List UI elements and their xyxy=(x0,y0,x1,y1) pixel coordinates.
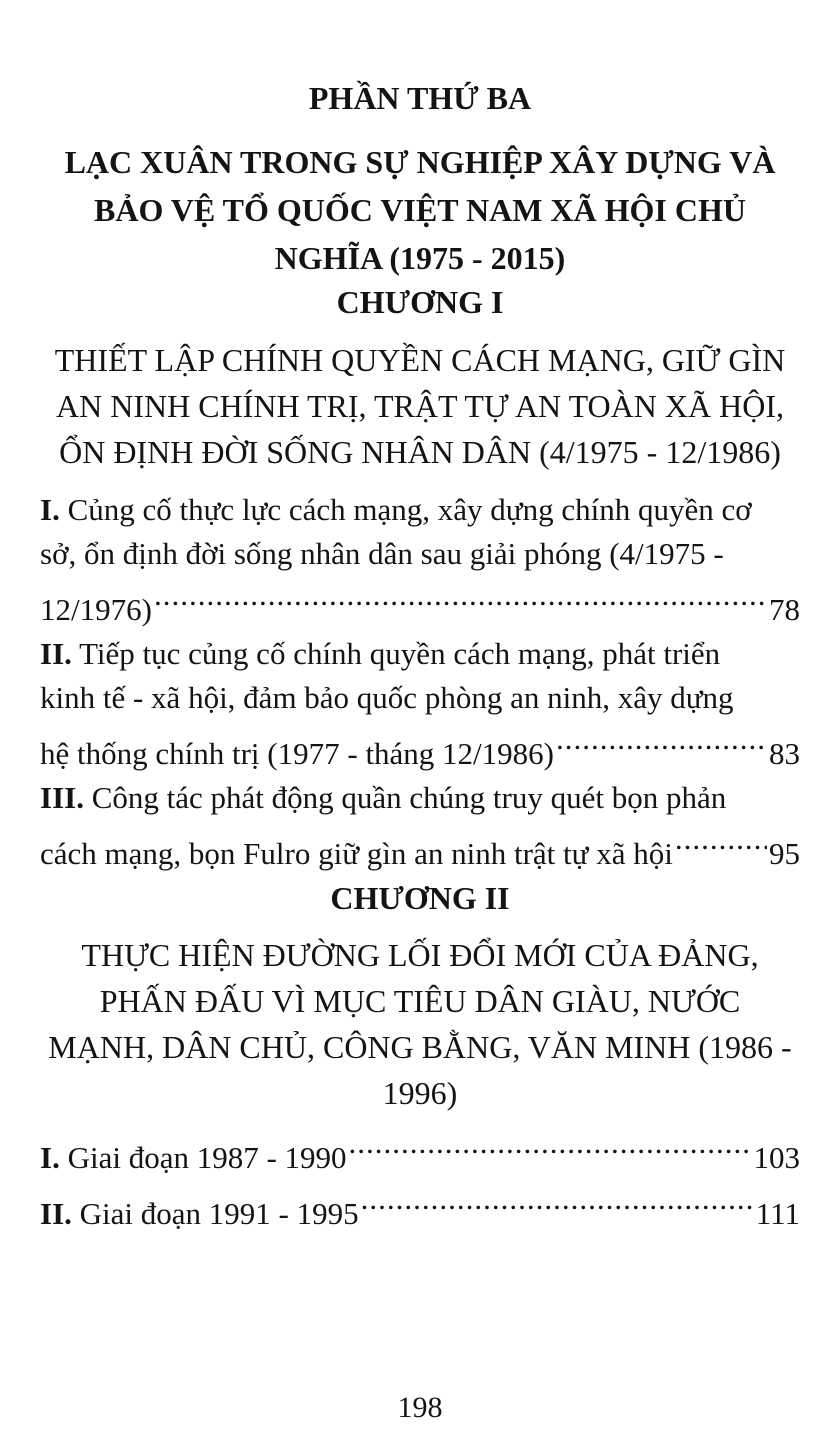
dot-leader xyxy=(349,1124,752,1168)
part-title: PHẦN THỨ BA xyxy=(308,80,532,116)
toc-entry[interactable] xyxy=(40,632,800,771)
chapter-desc-line: ỔN ĐỊNH ĐỜI SỐNG NHÂN DÂN (4/1975 - 12/1986) xyxy=(59,434,781,470)
toc-entry-text: Công tác phát động quần chúng truy quét bọn phản xyxy=(83,780,727,815)
toc-entry-number: III. xyxy=(40,780,84,815)
page-number: 198 xyxy=(397,1391,443,1424)
toc-page xyxy=(40,0,800,1450)
toc-entry-text: sở, ổn định đời sống nhân dân sau giải phóng (4/1975 - xyxy=(40,536,724,571)
chapter-2-description xyxy=(40,932,800,1116)
toc-page-number: 103 xyxy=(753,1140,800,1175)
toc-entry-text: 12/1976) xyxy=(40,592,152,627)
toc-page-number: 111 xyxy=(755,1196,800,1231)
chapter-desc-line: MẠNH, DÂN CHỦ, CÔNG BẰNG, VĂN MINH (1986 - xyxy=(48,1029,792,1065)
chapter-desc-line: THỰC HIỆN ĐƯỜNG LỐI ĐỔI MỚI CỦA ĐẢNG, xyxy=(81,937,759,973)
chapter-2-title: CHƯƠNG II xyxy=(330,880,510,916)
toc-entry[interactable] xyxy=(40,776,800,871)
dot-leader xyxy=(675,820,767,864)
toc-entry[interactable] xyxy=(40,1124,800,1175)
toc-entry-text: cách mạng, bọn Fulro giữ gìn an ninh trật tự xã hội xyxy=(40,836,673,871)
chapter-desc-line: 1996) xyxy=(382,1075,458,1111)
chapter-desc-line: AN NINH CHÍNH TRỊ, TRẬT TỰ AN TOÀN XÃ HỘI, xyxy=(56,388,784,424)
dot-leader xyxy=(361,1180,754,1224)
part-subtitle-line: BẢO VỆ TỔ QUỐC VIỆT NAM XÃ HỘI CHỦ xyxy=(94,192,746,228)
toc-entry-text: Tiếp tục củng cố chính quyền cách mạng, phát triển xyxy=(71,636,721,671)
toc-entry[interactable] xyxy=(40,488,800,627)
chapter-1-title: CHƯƠNG I xyxy=(336,284,504,320)
dot-leader xyxy=(556,720,767,764)
part-subtitle xyxy=(40,138,800,282)
toc-entry[interactable] xyxy=(40,1180,800,1231)
toc-entry-number: II. xyxy=(40,1196,72,1231)
toc-entry-number: I. xyxy=(40,492,60,527)
toc-entry-number: I. xyxy=(40,1140,60,1175)
chapter-1-description xyxy=(40,337,800,475)
toc-page-number: 83 xyxy=(769,736,800,771)
part-subtitle-line: LẠC XUÂN TRONG SỰ NGHIỆP XÂY DỰNG VÀ xyxy=(64,144,776,180)
chapter-desc-line: PHẤN ĐẤU VÌ MỤC TIÊU DÂN GIÀU, NƯỚC xyxy=(99,983,741,1019)
toc-page-number: 95 xyxy=(769,836,800,871)
toc-entry-number: II. xyxy=(40,636,72,671)
toc-entry-text: Giai đoạn 1991 - 1995 xyxy=(71,1196,359,1231)
toc-entry-text: kinh tế - xã hội, đảm bảo quốc phòng an ninh, xây dựng xyxy=(40,680,734,715)
toc-entry-text: Củng cố thực lực cách mạng, xây dựng chính quyền cơ xyxy=(59,492,752,527)
toc-page-number: 78 xyxy=(769,592,800,627)
toc-entry-text: Giai đoạn 1987 - 1990 xyxy=(59,1140,347,1175)
toc-entry-text: hệ thống chính trị (1977 - tháng 12/1986) xyxy=(40,736,554,771)
dot-leader xyxy=(154,576,767,620)
chapter-desc-line: THIẾT LẬP CHÍNH QUYỀN CÁCH MẠNG, GIỮ GÌN xyxy=(54,342,786,378)
part-subtitle-line: NGHĨA (1975 - 2015) xyxy=(274,240,566,276)
